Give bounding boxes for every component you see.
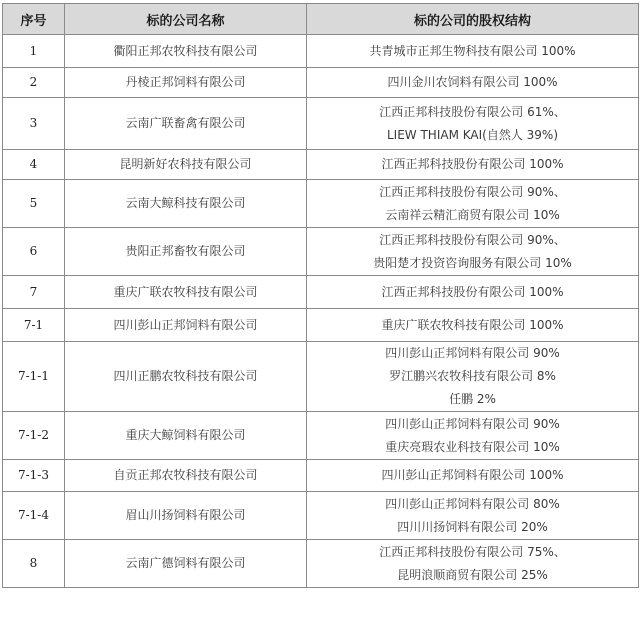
shareholder-line: 四川彭山正邦饲料有限公司 80% [385,496,560,511]
company-name: 四川彭山正邦饲料有限公司 [65,309,307,342]
shareholder-line: 贵阳楚才投资咨询服务有限公司 10% [373,255,572,270]
shareholder-line: LIEW THIAM KAI(自然人 39%) [386,127,558,142]
table-row [3,342,639,412]
equity-structure [307,98,639,150]
table-row [3,228,639,276]
table-row [3,150,639,180]
shareholder-line: 江西正邦科技股份有限公司 100% [381,284,564,299]
equity-structure [307,412,639,460]
row-number: 7-1-1 [3,342,65,412]
table-row [3,309,639,342]
shareholder-line: 共青城市正邦生物科技有限公司 100% [369,43,576,58]
row-number: 7-1-3 [3,460,65,492]
row-number: 7 [3,276,65,309]
shareholder-line: 四川金川农饲料有限公司 100% [387,75,558,89]
shareholder-line: 四川川扬饲料有限公司 20% [397,519,548,534]
row-number: 3 [3,98,65,150]
table-row [3,98,639,150]
row-number: 7-1-2 [3,412,65,460]
equity-structure [307,276,639,309]
shareholder-line: 江西正邦科技股份有限公司 75%、 [379,544,566,559]
equity-structure [307,460,639,492]
row-number: 8 [3,540,65,588]
table-row [3,35,639,68]
equity-structure [307,492,639,540]
row-number: 7-1-4 [3,492,65,540]
shareholder-line: 任鹏 2% [449,392,496,406]
row-number: 6 [3,228,65,276]
company-name: 重庆大鲸饲料有限公司 [65,412,307,460]
header-company: 标的公司名称 [65,4,307,35]
shareholder-line: 重庆亮瑕农业科技有限公司 10% [385,439,560,454]
header-structure: 标的公司的股权结构 [307,4,639,35]
equity-structure [307,150,639,180]
company-name: 昆明新好农科技有限公司 [65,150,307,180]
table-row [3,540,639,588]
table-row [3,276,639,309]
table-body [3,35,639,588]
company-name: 云南广联畜禽有限公司 [65,98,307,150]
shareholder-line: 昆明浪顺商贸有限公司 25% [397,567,548,582]
row-number: 1 [3,35,65,68]
table-row [3,180,639,228]
shareholder-line: 江西正邦科技股份有限公司 61%、 [379,104,566,119]
table-row [3,492,639,540]
shareholder-line: 江西正邦科技股份有限公司 90%、 [379,232,566,247]
shareholder-line: 江西正邦科技股份有限公司 90%、 [379,184,566,199]
equity-structure [307,342,639,412]
equity-structure [307,68,639,98]
company-name: 云南广德饲料有限公司 [65,540,307,588]
company-name: 丹棱正邦饲料有限公司 [65,68,307,98]
row-number: 5 [3,180,65,228]
table-row [3,460,639,492]
company-name: 眉山川扬饲料有限公司 [65,492,307,540]
shareholder-line: 四川彭山正邦饲料有限公司 90% [385,346,560,360]
header-row [3,4,639,35]
company-name: 衢阳正邦农牧科技有限公司 [65,35,307,68]
table-row [3,68,639,98]
row-number: 4 [3,150,65,180]
shareholder-line: 四川彭山正邦饲料有限公司 100% [381,468,564,482]
company-name: 重庆广联农牧科技有限公司 [65,276,307,309]
equity-structure [307,35,639,68]
equity-structure [307,228,639,276]
row-number: 7-1 [3,309,65,342]
shareholder-line: 重庆广联农牧科技有限公司 100% [381,317,564,332]
equity-table [2,3,639,588]
shareholder-line: 云南祥云精汇商贸有限公司 10% [385,207,560,222]
shareholder-line: 罗江鹏兴农牧科技有限公司 8% [389,369,556,383]
shareholder-line: 江西正邦科技股份有限公司 100% [381,157,564,171]
table-row [3,412,639,460]
row-number: 2 [3,68,65,98]
company-name: 四川正鹏农牧科技有限公司 [65,342,307,412]
shareholder-line: 四川彭山正邦饲料有限公司 90% [385,416,560,431]
equity-structure [307,180,639,228]
equity-structure [307,309,639,342]
company-name: 云南大鲸科技有限公司 [65,180,307,228]
header-no: 序号 [3,4,65,35]
equity-structure [307,540,639,588]
company-name: 自贡正邦农牧科技有限公司 [65,460,307,492]
company-name: 贵阳正邦畜牧有限公司 [65,228,307,276]
